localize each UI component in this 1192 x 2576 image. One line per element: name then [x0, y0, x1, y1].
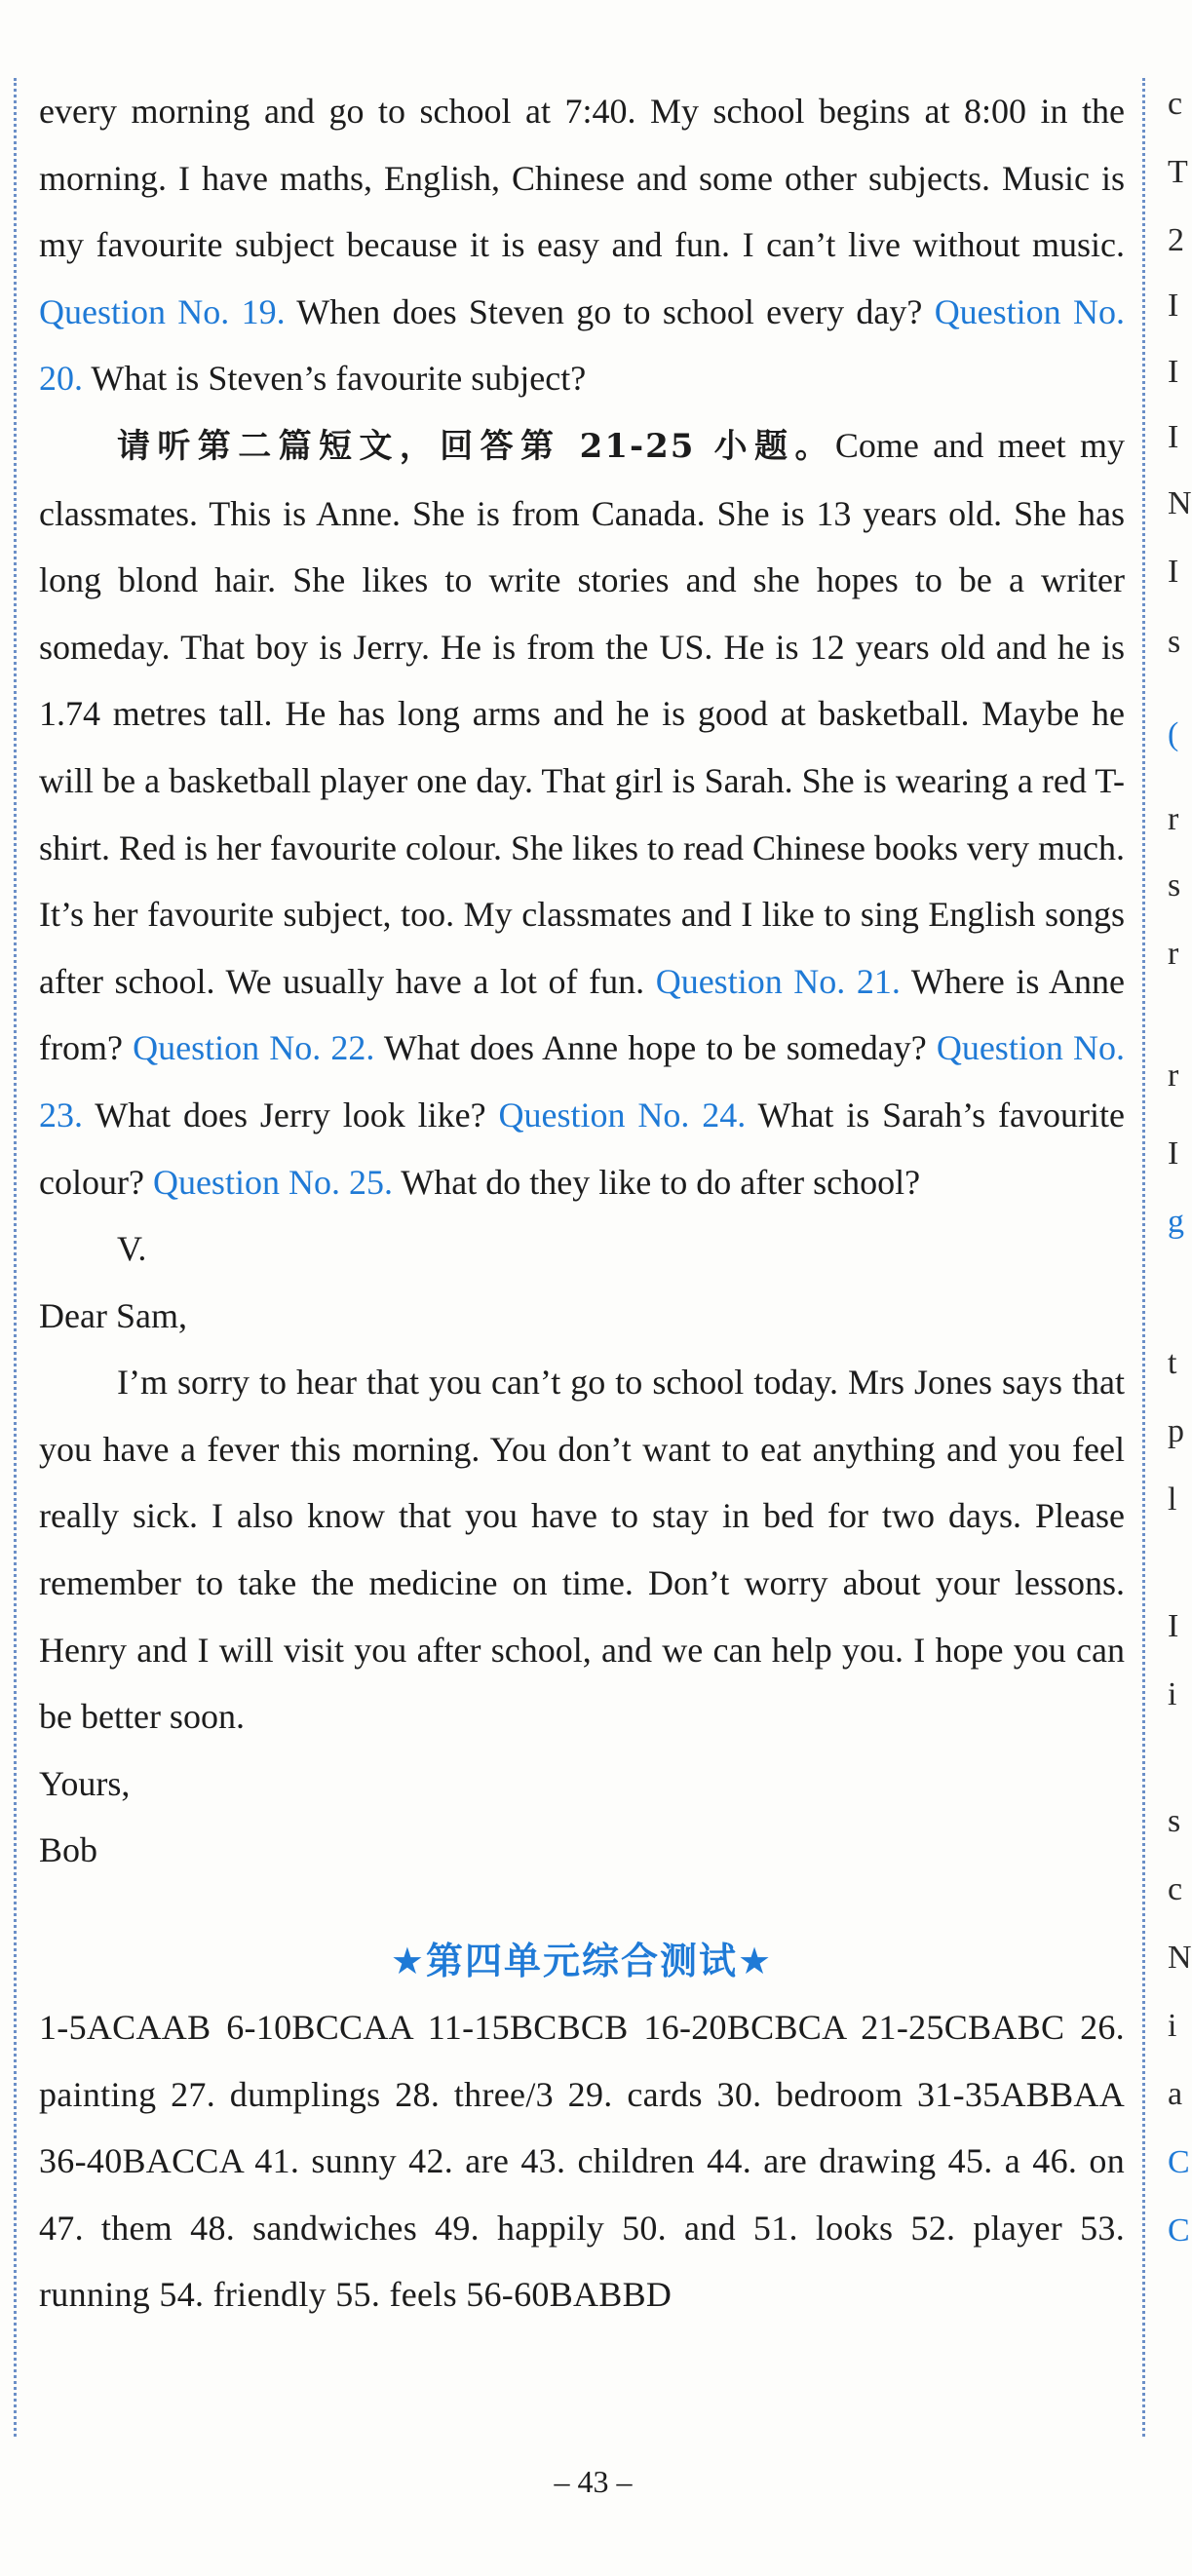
unit-test-title: ★第四单元综合测试★ — [390, 1940, 774, 1983]
edge-letter: a — [1168, 2076, 1183, 2112]
edge-letter: l — [1168, 1481, 1177, 1518]
left-dotted-rule — [14, 78, 17, 2437]
question-24-text: What is Sarah’s favourite colour? — [39, 1095, 1125, 1202]
letter-signature: Bob — [39, 1830, 98, 1870]
letter-body: I’m sorry to hear that you can’t go to school today. Mrs Jones says that you have a fever this morning. You don’t want to eat anything and you feel really sick. I also know that you have to stay in bed for two days. Please remember to take the medicine on time. Don’t worry about your lessons. Henry and I will visit you after school, and we can help you. I hope you can be better soon. — [39, 1363, 1125, 1737]
edge-letter: I — [1168, 419, 1179, 455]
page-number: – 43 – — [554, 2464, 633, 2499]
question-19-label: Question No. 19. — [39, 291, 286, 331]
right-dotted-rule — [1142, 78, 1145, 2437]
passage2 — [39, 412, 1125, 1215]
question-24-label: Question No. 24. — [498, 1095, 747, 1134]
question-25-text: What do they like to do after school? — [392, 1162, 921, 1202]
edge-letter: C — [1168, 2212, 1190, 2249]
question-23-text: What does Jerry look like? — [83, 1095, 499, 1134]
edge-letter: I — [1168, 554, 1179, 590]
question-23-label: Question No. 23. — [39, 1028, 1125, 1134]
section-v-numeral: V. — [117, 1229, 147, 1269]
edge-letter: i — [1168, 1676, 1177, 1712]
letter-closing: Yours, — [39, 1763, 131, 1803]
edge-letter: ( — [1168, 716, 1179, 752]
question-21-text: Where is Anne from? — [39, 961, 1125, 1068]
edge-letter: i — [1168, 2008, 1177, 2044]
edge-letter: 2 — [1168, 222, 1184, 258]
edge-letter: r — [1168, 1057, 1179, 1094]
main-column — [39, 78, 1125, 2328]
question-21-label: Question No. 21. — [655, 961, 901, 1001]
edge-letter: r — [1168, 936, 1179, 972]
passage1-tail — [39, 78, 1125, 412]
unit-test-answers: 1-5ACAAB 6-10BCCAA 11-15BCBCB 16-20BCBCA 21-25CBABC 26. painting 27. dumplings 28. three/3 29. cards 30. bedroom 31-35ABBAA 36-40BACCA 41. sunny 42. are 43. children 44. are drawing 45. a 46. on 47. them 48. sandwiches 49. happily 50. and 51. looks 52. player 53. running 54. friendly 55. feels 56-60BABBD — [39, 2008, 1125, 2315]
edge-letter: s — [1168, 624, 1181, 660]
question-19-text: When does Steven go to school every day? — [285, 291, 935, 331]
edge-letter: I — [1168, 1135, 1179, 1172]
edge-letter: c — [1168, 1871, 1183, 1907]
question-20-label: Question No. 20. — [39, 291, 1125, 399]
edge-letter: I — [1168, 354, 1179, 390]
passage2-text: Come and meet my classmates. This is Anne. She is from Canada. She is 13 years old. She has long blond hair. She likes to write stories and she hopes to be a writer someday. That boy is Jerry. He is from the US. He is 12 years old and he is 1.74 metres tall. He has long arms and he is good at basketball. Maybe he will be a basketball player one day. That girl is Sarah. She is wearing a red T-shirt. Red is her favourite colour. She likes to read Chinese books very much. It’s her favourite subject, too. My classmates and I like to sing English songs after school. We usually have a lot of fun. — [39, 425, 1125, 1001]
edge-letter: r — [1168, 801, 1179, 837]
edge-letter: N — [1168, 1940, 1192, 1976]
edge-letter: I — [1168, 288, 1179, 324]
edge-letter: t — [1168, 1345, 1177, 1381]
edge-letter: C — [1168, 2144, 1190, 2180]
edge-letter: N — [1168, 485, 1192, 521]
edge-letter: g — [1168, 1204, 1184, 1240]
question-22-text: What does Anne hope to be someday? — [374, 1028, 937, 1068]
question-20-text: What is Steven’s favourite subject? — [83, 359, 587, 399]
edge-letter: s — [1168, 867, 1181, 904]
edge-letter: T — [1168, 154, 1188, 190]
passage2-instruction: 请听第二篇短文，回答第 21-25 小题。 — [117, 426, 835, 466]
edge-letter: s — [1168, 1803, 1181, 1839]
edge-letter: c — [1168, 86, 1183, 122]
letter-greeting: Dear Sam, — [39, 1295, 187, 1335]
edge-letter: I — [1168, 1608, 1179, 1644]
question-25-label: Question No. 25. — [152, 1162, 393, 1202]
edge-letter: p — [1168, 1413, 1184, 1449]
question-22-label: Question No. 22. — [133, 1028, 375, 1068]
passage1-text: every morning and go to school at 7:40. My school begins at 8:00 in the morning. I have maths, English, Chinese and some other subjects. Music is my favourite subject because it is easy and fun. I can’t live without music. — [39, 92, 1125, 265]
